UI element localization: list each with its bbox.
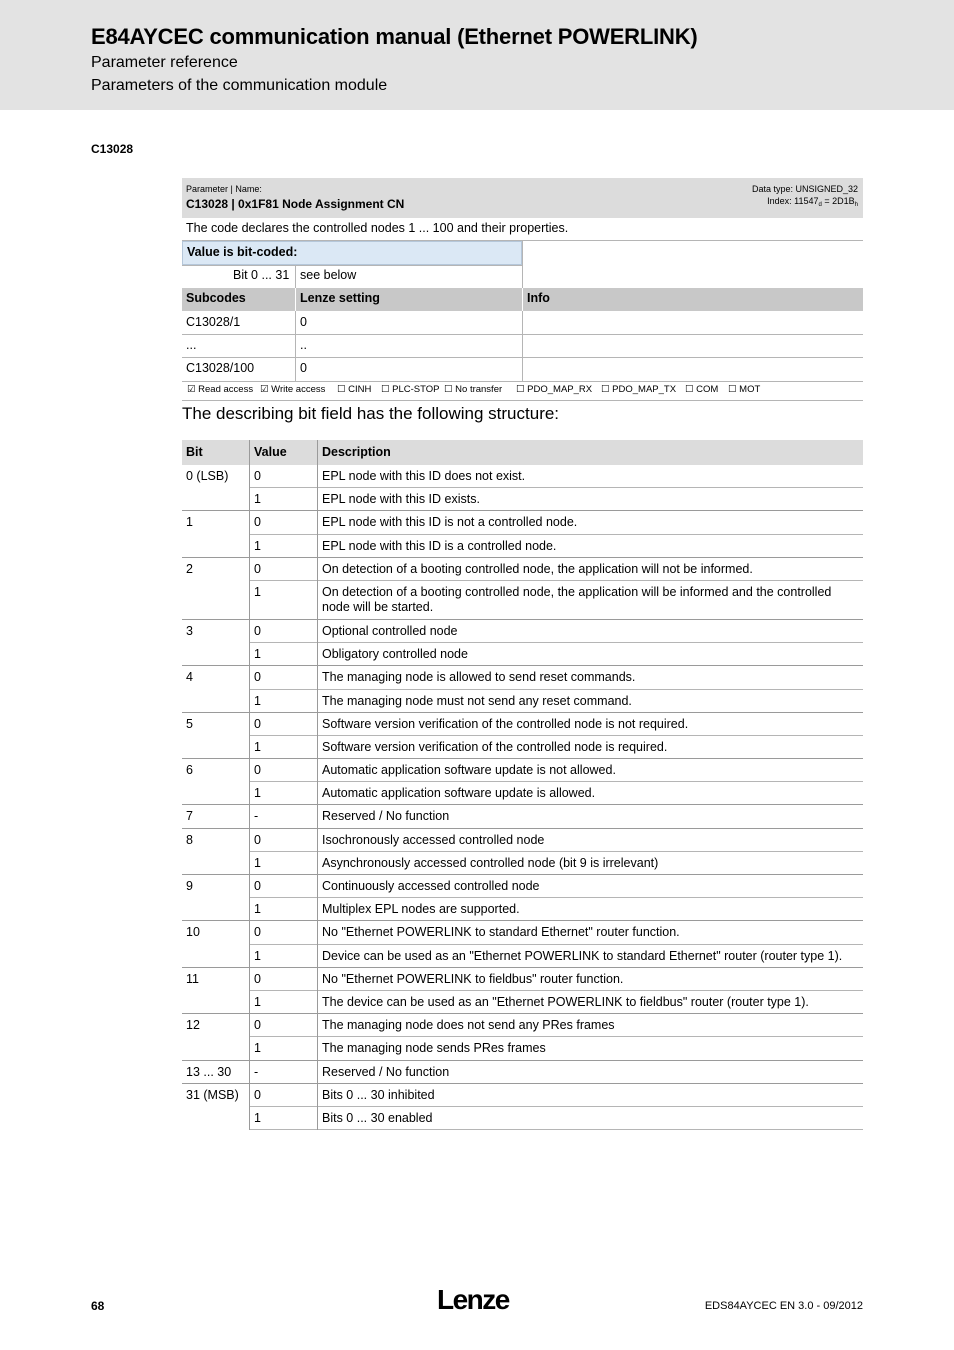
- chapter-title: Parameter reference: [91, 54, 238, 71]
- col-lenze-setting: Lenze setting: [300, 291, 380, 305]
- table-row: [182, 1037, 863, 1060]
- parameter-box: [182, 178, 863, 395]
- value-cell: 1: [254, 994, 261, 1009]
- value-cell: 0: [254, 469, 261, 483]
- bitcoded-label-cell: [182, 241, 522, 265]
- description-cell: Bits 0 ... 30 inhibited: [322, 1087, 435, 1102]
- section-text: The describing bit field has the following structure:: [182, 404, 560, 423]
- parameter-label: Parameter | Name:: [186, 184, 262, 194]
- value-cell: 0: [254, 971, 261, 986]
- bit-cell: 11: [186, 971, 199, 986]
- description-cell: Optional controlled node: [322, 623, 458, 638]
- description-cell: EPL node with this ID exists.: [322, 492, 480, 507]
- bit-cell: 9: [186, 879, 193, 893]
- bit-cell: 12: [186, 1018, 200, 1033]
- access-plc-stop: ☐ PLC-STOP: [381, 384, 440, 395]
- value-cell: 0: [254, 561, 261, 576]
- table-row: [182, 945, 863, 968]
- table-row: [182, 921, 863, 944]
- parameter-name: C13028 | 0x1F81 Node Assignment CN: [186, 197, 405, 211]
- description-cell: The device can be used as an "Ethernet POWERLINK to fieldbus" router (router type 1).: [322, 994, 809, 1009]
- table-row: [182, 736, 863, 759]
- description-cell: Bits 0 ... 30 enabled: [322, 1110, 433, 1125]
- description-cell: EPL node with this ID does not exist.: [322, 469, 526, 483]
- divider: [522, 311, 523, 382]
- value-cell: 0: [254, 763, 261, 778]
- divider: [249, 440, 250, 1130]
- table-row: [182, 875, 863, 898]
- divider: [295, 311, 296, 382]
- description-cell: Device can be used as an "Ethernet POWERLINK to standard Ethernet" router (router type 1).: [322, 948, 843, 963]
- table-row: [182, 558, 863, 581]
- description-cell: Automatic application software update is not allowed.: [322, 763, 616, 778]
- setting-cell: ..: [300, 338, 307, 352]
- bit-cell: 5: [186, 716, 193, 731]
- divider: [317, 440, 318, 1130]
- document-id: EDS84AYCEC EN 3.0 - 09/2012: [704, 1300, 863, 1312]
- value-cell: 1: [254, 902, 261, 917]
- lenze-logo: Lenze: [437, 1284, 509, 1315]
- table-row: [182, 759, 863, 782]
- access-write: ☑ Write access: [260, 384, 326, 395]
- col-bit: Bit: [186, 445, 203, 459]
- description-cell: Obligatory controlled node: [322, 647, 468, 662]
- value-cell: 1: [254, 1041, 261, 1056]
- table-row: [182, 1014, 863, 1037]
- value-cell: 0: [254, 716, 261, 731]
- table-row: [182, 690, 863, 713]
- page-number: 68: [91, 1299, 105, 1313]
- access-pdo-map-tx: ☐ PDO_MAP_TX: [601, 384, 677, 395]
- table-row: [182, 852, 863, 875]
- bit-table-body: [182, 465, 863, 1130]
- table-row: [182, 829, 863, 852]
- parameter-description: The code declares the controlled nodes 1 ... 100 and their properties.: [186, 221, 569, 235]
- description-cell: No "Ethernet POWERLINK to fieldbus" router function.: [322, 971, 624, 986]
- access-pdo-map-rx: ☐ PDO_MAP_RX: [516, 384, 593, 395]
- value-cell: 1: [254, 693, 261, 708]
- bit-cell: 6: [186, 763, 193, 778]
- setting-cell: 0: [300, 361, 307, 375]
- table-row: [182, 620, 863, 643]
- bit-cell: 31 (MSB): [186, 1087, 239, 1102]
- value-cell: 1: [254, 584, 261, 599]
- table-row: [182, 805, 863, 828]
- col-value: Value: [254, 445, 287, 459]
- value-cell: -: [254, 809, 259, 824]
- description-cell: Software version verification of the controlled node is not required.: [322, 716, 689, 731]
- value-cell: 1: [254, 739, 261, 754]
- subcode-cell: C13028/100: [186, 361, 255, 375]
- value-cell: 1: [254, 1110, 261, 1125]
- table-row: [182, 511, 863, 534]
- description-cell: EPL node with this ID is not a controlled node.: [322, 515, 578, 530]
- bit-cell: 8: [186, 832, 193, 847]
- parameter-data-type: Data type: UNSIGNED_32: [751, 184, 858, 194]
- parameter-header: [182, 178, 863, 218]
- section-title: Parameters of the communication module: [91, 77, 388, 94]
- divider: [182, 357, 863, 358]
- access-read: ☑ Read access: [187, 384, 254, 395]
- bit-cell: 10: [186, 925, 200, 940]
- description-cell: Multiplex EPL nodes are supported.: [322, 902, 520, 917]
- setting-cell: 0: [300, 315, 307, 329]
- bitcoded-label: Value is bit-coded:: [187, 245, 298, 259]
- divider: [295, 265, 296, 288]
- bit-cell: 3: [186, 623, 193, 638]
- description-cell: On detection of a booting controlled node, the application will not be informed.: [322, 561, 753, 576]
- table-row: [182, 1061, 863, 1084]
- bit-range-value: see below: [300, 268, 357, 282]
- table-row: [182, 898, 863, 921]
- subcode-cell: ...: [186, 338, 197, 352]
- value-cell: 1: [254, 647, 261, 662]
- subcode-cell: C13028/1: [186, 315, 241, 329]
- description-cell: The managing node is allowed to send reset commands.: [322, 670, 636, 685]
- bit-cell: 0 (LSB): [186, 469, 229, 483]
- table-row: [182, 1107, 863, 1130]
- value-cell: 0: [254, 1018, 261, 1033]
- value-cell: 1: [254, 492, 261, 507]
- table-row: [182, 968, 863, 991]
- divider: [182, 334, 863, 335]
- bit-cell: 13 ... 30: [186, 1064, 232, 1079]
- description-cell: On detection of a booting controlled node, the application will be informed and the controlled node will be started.: [322, 584, 832, 614]
- value-cell: -: [254, 1064, 259, 1079]
- table-row: [182, 1084, 863, 1107]
- value-cell: 0: [254, 515, 261, 530]
- bit-cell: 7: [186, 809, 193, 824]
- value-cell: 1: [254, 855, 261, 870]
- description-cell: Asynchronously accessed controlled node (bit 9 is irrelevant): [322, 855, 659, 870]
- divider: [182, 265, 522, 266]
- description-cell: Reserved / No function: [322, 809, 450, 824]
- table-row: [182, 643, 863, 666]
- access-com: ☐ COM: [685, 384, 719, 395]
- table-row: [182, 713, 863, 736]
- value-cell: 1: [254, 948, 261, 963]
- value-cell: 0: [254, 623, 261, 638]
- bit-range: Bit 0 ... 31: [233, 268, 290, 282]
- col-info: Info: [527, 291, 550, 305]
- divider: [182, 1129, 249, 1130]
- access-no-transfer: ☐ No transfer: [444, 384, 503, 395]
- description-cell: Continuously accessed controlled node: [322, 879, 540, 893]
- access-mot: ☐ MOT: [728, 384, 761, 395]
- description-cell: No "Ethernet POWERLINK to standard Ethernet" router function.: [322, 925, 680, 940]
- value-cell: 1: [254, 538, 261, 553]
- table-row: [182, 991, 863, 1014]
- col-subcodes: Subcodes: [186, 291, 246, 305]
- table-row: [182, 782, 863, 805]
- value-cell: 0: [254, 832, 261, 847]
- col-description: Description: [322, 445, 391, 459]
- description-cell: Automatic application software update is allowed.: [322, 786, 596, 801]
- code-heading: C13028: [91, 142, 134, 156]
- table-row: [182, 488, 863, 511]
- parameter-index: Index: $11547_d = 2D1B_h$: [767, 196, 858, 208]
- bit-cell: 4: [186, 670, 193, 685]
- description-cell: Reserved / No function: [322, 1064, 450, 1079]
- document-title: E84AYCEC communication manual (Ethernet POWERLINK): [91, 24, 698, 49]
- table-row: [182, 535, 863, 558]
- access-flags: [182, 382, 863, 400]
- description-cell: Isochronously accessed controlled node: [322, 832, 545, 847]
- table-row: [182, 465, 863, 488]
- value-cell: 0: [254, 1087, 261, 1102]
- value-cell: 1: [254, 786, 261, 801]
- description-cell: The managing node sends PRes frames: [322, 1041, 546, 1056]
- description-cell: The managing node does not send any PRes frames: [322, 1018, 615, 1033]
- divider: [182, 400, 863, 401]
- description-cell: Software version verification of the controlled node is required.: [322, 739, 668, 754]
- description-cell: The managing node must not send any reset command.: [322, 693, 632, 708]
- description-cell: EPL node with this ID is a controlled node.: [322, 538, 557, 553]
- table-row: [182, 666, 863, 689]
- bit-cell: 1: [186, 515, 193, 530]
- value-cell: 0: [254, 879, 261, 893]
- value-cell: 0: [254, 925, 261, 940]
- table-row: [182, 581, 863, 620]
- access-cinh: ☐ CINH: [337, 384, 372, 395]
- bit-table-header: [182, 440, 863, 465]
- divider: [522, 241, 523, 288]
- bit-cell: 2: [186, 561, 193, 576]
- value-cell: 0: [254, 670, 261, 685]
